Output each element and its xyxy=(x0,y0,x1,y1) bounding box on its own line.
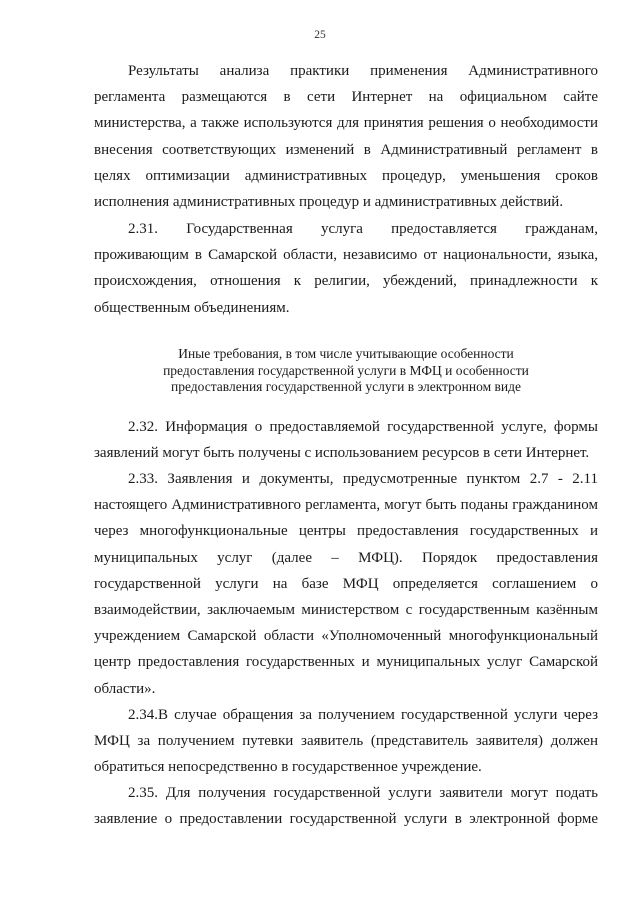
section-heading-line-2: предоставления государственной услуги в МФЦ и особенности xyxy=(163,362,529,378)
paragraph-2-35: 2.35. Для получения государственной услуги заявители могут подать заявление о предоставлении государственной услуги в электронной форме xyxy=(94,785,598,828)
paragraph-2-34: 2.34.В случае обращения за получением государственной услуги через МФЦ за получением путевки заявитель (представитель заявителя) должен обратиться непосредственно в государственное учреждение. xyxy=(94,707,598,776)
page-number: 25 xyxy=(314,29,326,41)
section-heading xyxy=(94,346,598,396)
paragraph-analysis-results: Результаты анализа практики применения Административного регламента размещаются в сети Интернет на официальном сайте министерства, а также используются для принятия решения о необходимости внесения соответствующих изменений в Административный регламент в целях оптимизации административных процедур, уменьшения сроков исполнения административных процедур и административных действий. xyxy=(94,63,598,211)
section-heading-line-3: предоставления государственной услуги в электронном виде xyxy=(171,379,521,394)
paragraph-2-33: 2.33. Заявления и документы, предусмотренные пунктом 2.7 - 2.11 настоящего Административного регламента, могут быть поданы гражданином через многофункциональные центры предоставления государственных и муниципальных услуг (далее – МФЦ). Порядок предоставления государственной услуги на базе МФЦ определяется соглашением о взаимодействии, заключаемым министерством с государственным казённым учреждением Самарской области «Уполномоченный многофункциональный центр предоставления государственных и муниципальных услуг Самарской области». xyxy=(94,471,598,697)
paragraph-2-32: 2.32. Информация о предоставляемой государственной услуге, формы заявлений могут быть получены с использованием ресурсов в сети Интернет. xyxy=(94,419,598,462)
section-heading-line-1: Иные требования, в том числе учитывающие особенности xyxy=(178,346,514,361)
paragraph-2-31: 2.31. Государственная услуга предоставляется гражданам, проживающим в Самарской области, независимо от национальности, языка, происхождения, отношения к религии, убеждений, принадлежности к общественным объединениям. xyxy=(94,221,598,316)
